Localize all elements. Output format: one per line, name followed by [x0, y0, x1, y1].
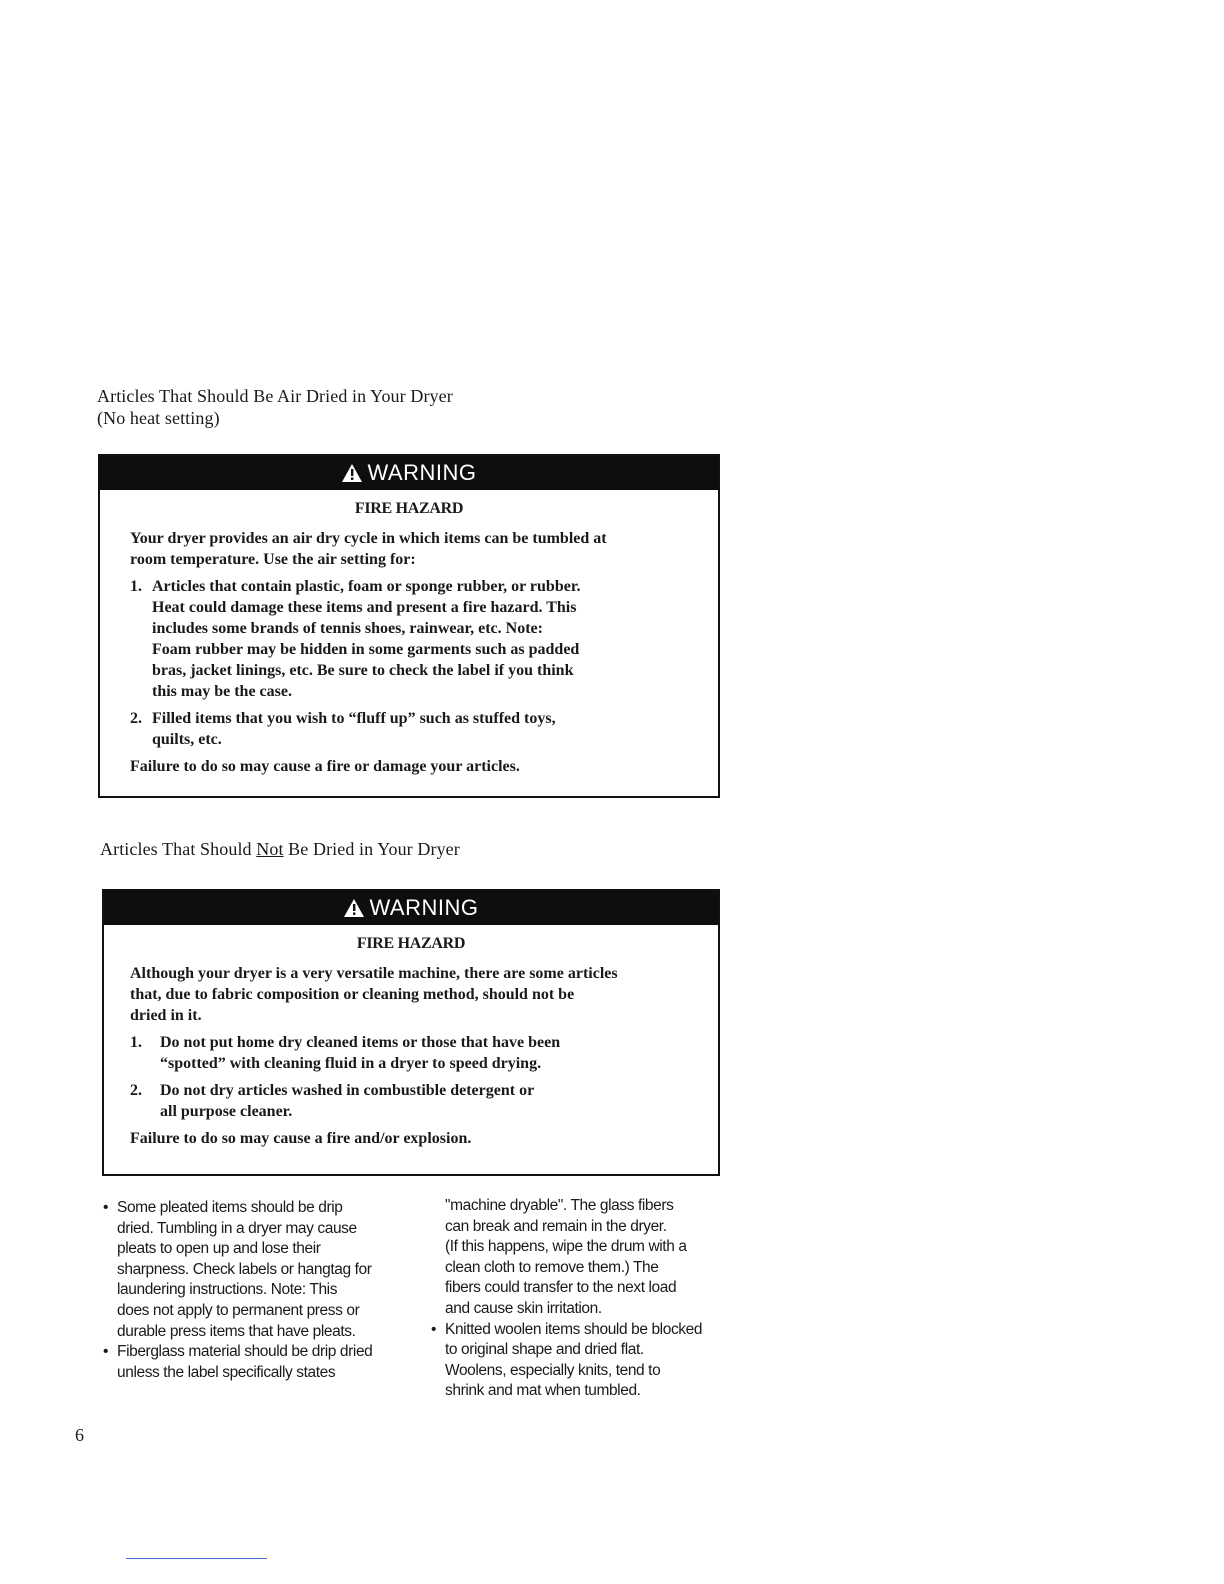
list-item-line: quilts, etc. — [152, 731, 222, 748]
bullet-item — [431, 1320, 741, 1402]
warning-box-air-dry — [98, 454, 720, 798]
warning-banner — [104, 891, 718, 925]
bullet-item — [103, 1198, 423, 1342]
continuation-text — [431, 1196, 741, 1320]
warning-intro — [130, 528, 690, 570]
left-column — [103, 1198, 423, 1383]
warning-triangle-icon — [343, 898, 365, 918]
list-item — [130, 576, 690, 702]
bullet-line: laundering instructions. Note: This — [117, 1281, 338, 1299]
list-item-line: Heat could damage these items and present a fire hazard. This — [152, 599, 577, 616]
bullet-dot-icon: • — [431, 1320, 437, 1338]
list-item — [130, 1032, 688, 1074]
bullet-line: to original shape and dried flat. — [445, 1341, 644, 1359]
list-item-line: this may be the case. — [152, 683, 292, 700]
warning-banner-label: WARNING — [367, 460, 477, 485]
continuation-line: fibers could transfer to the next load — [445, 1279, 677, 1297]
list-item-line: includes some brands of tennis shoes, rainwear, etc. Note: — [152, 620, 543, 637]
warning-footer: Failure to do so may cause a fire and/or explosion. — [130, 1130, 472, 1147]
warning-list — [130, 1032, 688, 1122]
bullet-line: pleats to open up and lose their — [117, 1240, 321, 1258]
heading-text: Be Dried in Your Dryer — [283, 839, 460, 859]
section-air-dry-heading — [97, 385, 453, 429]
list-item-line: “spotted” with cleaning fluid in a dryer to speed drying. — [160, 1055, 542, 1072]
warning-intro-line: room temperature. Use the air setting for: — [130, 551, 416, 568]
bullet-dot-icon: • — [103, 1343, 109, 1361]
warning-triangle-icon — [341, 463, 363, 483]
list-item-line: all purpose cleaner. — [160, 1103, 293, 1120]
list-item-line: Articles that contain plastic, foam or sponge rubber, or rubber. — [152, 578, 581, 595]
warning-list — [130, 576, 690, 750]
bullet-line: Some pleated items should be drip — [117, 1199, 343, 1216]
warning-banner — [100, 456, 718, 490]
right-column — [431, 1196, 741, 1402]
continuation-line: can break and remain in the dryer. — [445, 1217, 667, 1235]
warning-intro-line: Your dryer provides an air dry cycle in which items can be tumbled at — [130, 530, 607, 547]
warning-footer: Failure to do so may cause a fire or damage your articles. — [130, 758, 520, 775]
bullet-item — [103, 1342, 423, 1383]
list-item-number: 1. — [130, 1034, 142, 1051]
continuation-line: clean cloth to remove them.) The — [445, 1258, 659, 1276]
bullet-line: does not apply to permanent press or — [117, 1301, 360, 1319]
section-not-dry-heading — [100, 838, 460, 860]
heading-text: Articles That Should — [100, 839, 257, 859]
hazard-title: FIRE HAZARD — [354, 500, 464, 517]
warning-body — [100, 528, 718, 777]
list-item — [130, 1080, 688, 1122]
bullet-line: sharpness. Check labels or hangtag for — [117, 1260, 372, 1278]
continuation-line: (If this happens, wipe the drum with a — [445, 1238, 687, 1256]
heading-emphasis: Not — [256, 839, 284, 859]
list-item-number: 1. — [130, 578, 142, 595]
list-item-number: 2. — [130, 710, 142, 727]
list-item-line: Foam rubber may be hidden in some garments such as padded — [152, 641, 580, 658]
warning-intro-line: dried in it. — [130, 1007, 202, 1024]
warning-intro — [130, 963, 688, 1026]
page-number: 6 — [75, 1425, 84, 1445]
list-item-line: Do not dry articles washed in combustible detergent or — [160, 1082, 535, 1099]
bullet-line: Knitted woolen items should be blocked — [445, 1320, 703, 1338]
list-item-line: Do not put home dry cleaned items or those that have been — [160, 1034, 561, 1051]
bottom-rule — [126, 1558, 267, 1559]
warning-intro-line: that, due to fabric composition or cleaning method, should not be — [130, 986, 575, 1003]
list-item-line: Filled items that you wish to “fluff up” such as stuffed toys, — [152, 710, 556, 727]
bullet-line: Fiberglass material should be drip dried — [117, 1343, 373, 1361]
warning-banner-label: WARNING — [369, 895, 479, 920]
continuation-line: "machine dryable". The glass fibers — [445, 1197, 674, 1214]
bullet-line: dried. Tumbling in a dryer may cause — [117, 1219, 357, 1237]
warning-body — [104, 963, 718, 1149]
bullet-line: Woolens, especially knits, tend to — [445, 1361, 661, 1379]
hazard-title: FIRE HAZARD — [356, 935, 466, 952]
list-item — [130, 708, 690, 750]
list-item-number: 2. — [130, 1082, 142, 1099]
bullet-line: durable press items that have pleats. — [117, 1322, 356, 1340]
list-item-line: bras, jacket linings, etc. Be sure to check the label if you think — [152, 662, 574, 679]
warning-box-not-dry — [102, 889, 720, 1176]
bullet-line: shrink and mat when tumbled. — [445, 1382, 641, 1400]
continuation-line: and cause skin irritation. — [445, 1299, 602, 1317]
bullet-line: unless the label specifically states — [117, 1363, 336, 1381]
section-air-dry-heading-line1: Articles That Should Be Air Dried in Your Dryer — [97, 386, 453, 406]
warning-intro-line: Although your dryer is a very versatile machine, there are some articles — [130, 965, 618, 982]
section-air-dry-heading-line2: (No heat setting) — [97, 408, 220, 428]
bullet-dot-icon: • — [103, 1199, 109, 1216]
